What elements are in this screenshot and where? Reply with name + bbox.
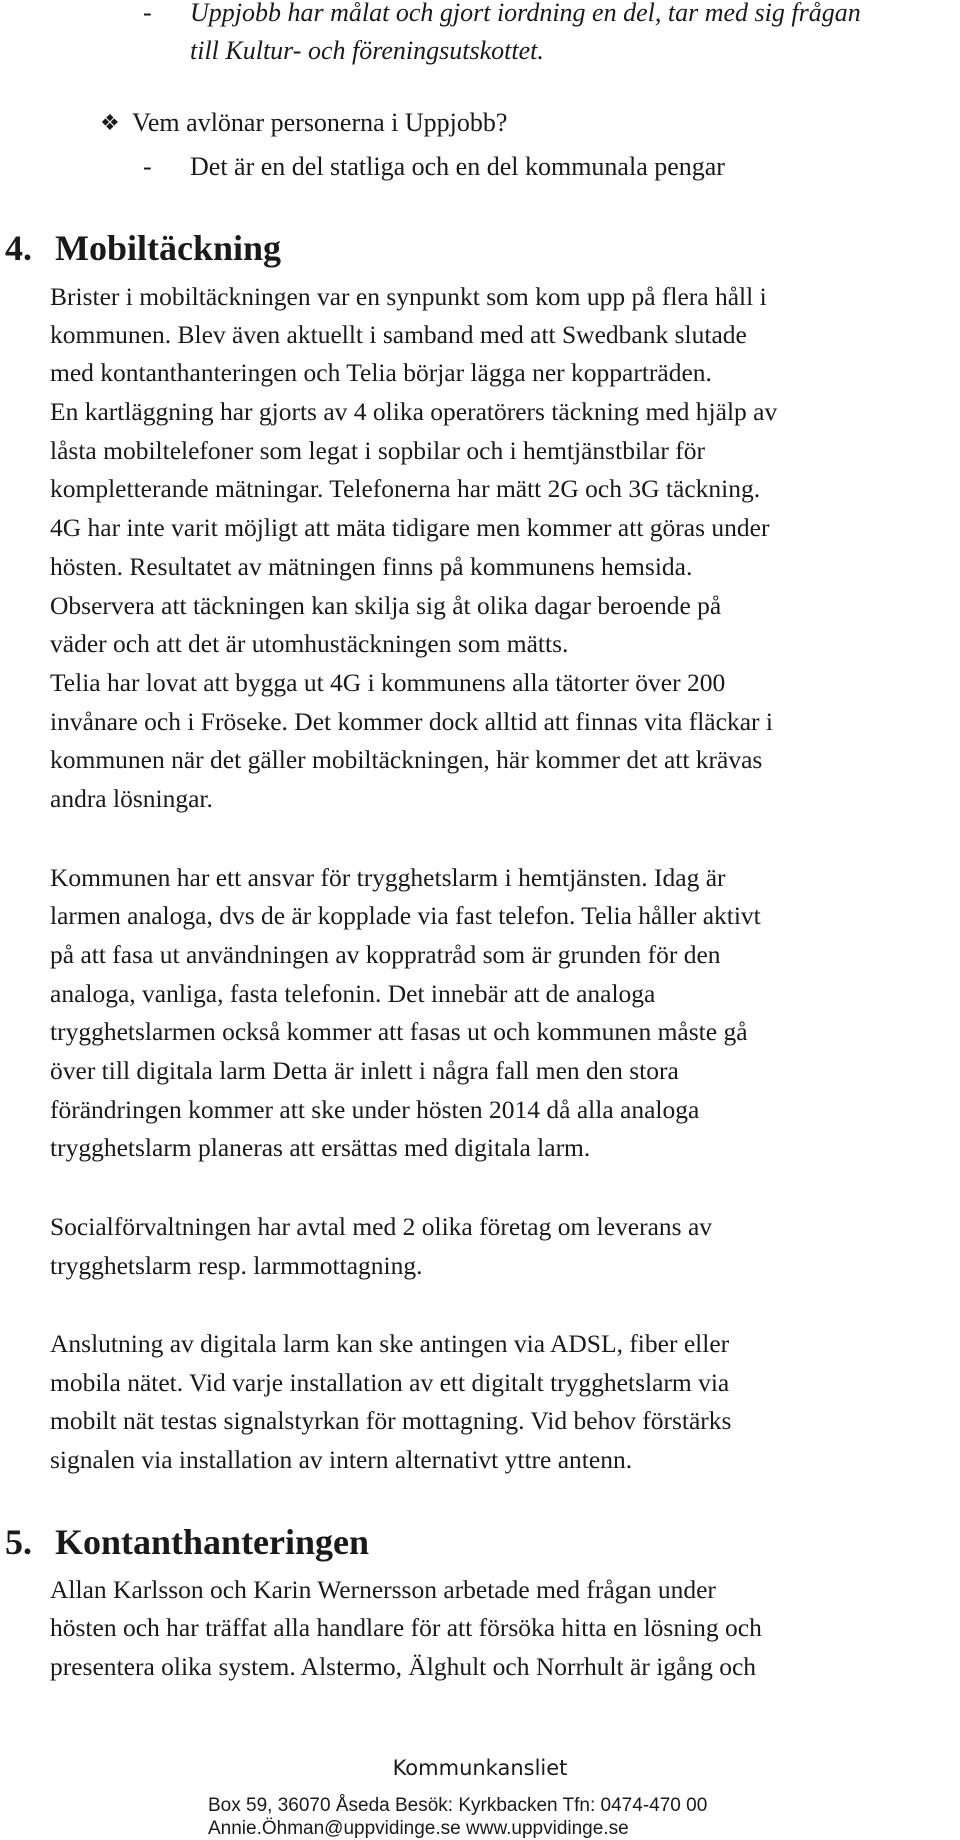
s4-p2-line-1: Kommunen har ett ansvar för trygghetslarm i hemtjänsten. Idag är — [50, 863, 726, 892]
s4-line-13: kommunen när det gäller mobiltäckningen, här kommer det att krävas — [50, 745, 763, 774]
s4-p2-line-3: på att fasa ut användningen av koppratråd som är grunden för den — [50, 940, 721, 969]
diamond-bullet-icon: ❖ — [100, 110, 120, 135]
s4-p4-line-4: signalen via installation av intern alternativt yttre antenn. — [50, 1445, 633, 1474]
s4-p4-line-2: mobila nätet. Vid varje installation av ett digitalt trygghetslarm via — [50, 1368, 730, 1397]
footer-address: Box 59, 36070 Åseda Besök: Kyrkbacken Tfn: 0474-470 00 — [208, 1795, 708, 1816]
s5-line-3: presentera olika system. Alstermo, Älghult och Norrhult är igång och — [50, 1652, 757, 1681]
s4-p3-line-2: trygghetslarm resp. larmmottagning. — [50, 1251, 423, 1280]
section-4-number: 4. — [5, 228, 32, 268]
s4-line-3: med kontanthanteringen och Telia börjar lägga ner kopparträden. — [50, 358, 712, 387]
footer-contact: Annie.Öhman@uppvidinge.se www.uppvidinge.se — [208, 1818, 629, 1839]
s4-p2-line-7: förändringen kommer att ske under hösten 2014 då alla analoga — [50, 1095, 700, 1124]
s5-line-1: Allan Karlsson och Karin Wernersson arbetade med frågan under — [50, 1575, 716, 1604]
s4-p4-line-1: Anslutning av digitala larm kan ske antingen via ADSL, fiber eller — [50, 1329, 730, 1358]
s4-p3-line-1: Socialförvaltningen har avtal med 2 olika företag om leverans av — [50, 1212, 713, 1241]
s5-line-2: hösten och har träffat alla handlare för att försöka hitta en lösning och — [50, 1613, 762, 1642]
s4-line-1: Brister i mobiltäckningen var en synpunkt som kom upp på flera håll i — [50, 282, 767, 311]
s4-p2-line-5: trygghetslarmen också kommer att fasas ut och kommunen måste gå — [50, 1017, 748, 1046]
item-answer: Det är en del statliga och en del kommunala pengar — [190, 152, 725, 181]
s4-line-8: hösten. Resultatet av mätningen finns på kommunens hemsida. — [50, 552, 693, 581]
footer-title: Kommunkansliet — [392, 1756, 568, 1780]
s4-line-5: låsta mobiltelefoner som legat i sopbilar och i hemtjänstbilar för — [50, 436, 706, 465]
section-5-heading — [5, 1520, 369, 1564]
s4-line-14: andra lösningar. — [50, 784, 213, 813]
item-uppjobb-line-2: till Kultur- och föreningsutskottet. — [190, 36, 544, 65]
s4-line-7: 4G har inte varit möjligt att mäta tidigare men kommer att göras under — [50, 513, 770, 542]
section-4-title: Mobiltäckning — [55, 228, 282, 268]
section-5-title: Kontanthanteringen — [55, 1522, 370, 1562]
dash-marker: - — [143, 152, 152, 181]
section-4-heading — [5, 226, 281, 270]
s4-p2-line-2: larmen analoga, dvs de är kopplade via fast telefon. Telia håller aktivt — [50, 901, 761, 930]
s4-p2-line-4: analoga, vanliga, fasta telefonin. Det innebär att de analoga — [50, 979, 656, 1008]
s4-line-2: kommunen. Blev även aktuellt i samband med att Swedbank slutade — [50, 320, 747, 349]
dash-marker: - — [143, 0, 152, 27]
s4-line-6: kompletterande mätningar. Telefonerna har mätt 2G och 3G täckning. — [50, 474, 761, 503]
s4-p2-line-8: trygghetslarm planeras att ersättas med digitala larm. — [50, 1133, 591, 1162]
s4-p4-line-3: mobilt nät testas signalstyrkan för mottagning. Vid behov förstärks — [50, 1406, 732, 1435]
s4-line-4: En kartläggning har gjorts av 4 olika operatörers täckning med hjälp av — [50, 397, 778, 426]
s4-line-9: Observera att täckningen kan skilja sig åt olika dagar beroende på — [50, 591, 722, 620]
item-question: Vem avlönar personerna i Uppjobb? — [132, 108, 508, 137]
s4-line-12: invånare och i Fröseke. Det kommer dock alltid att finnas vita fläckar i — [50, 707, 773, 736]
s4-line-11: Telia har lovat att bygga ut 4G i kommunens alla tätorter över 200 — [50, 668, 726, 697]
s4-p2-line-6: över till digitala larm Detta är inlett i några fall men den stora — [50, 1056, 679, 1085]
item-uppjobb-line-1: Uppjobb har målat och gjort iordning en del, tar med sig frågan — [190, 0, 861, 27]
section-5-number: 5. — [5, 1522, 32, 1562]
s4-line-10: väder och att det är utomhustäckningen som mätts. — [50, 629, 569, 658]
